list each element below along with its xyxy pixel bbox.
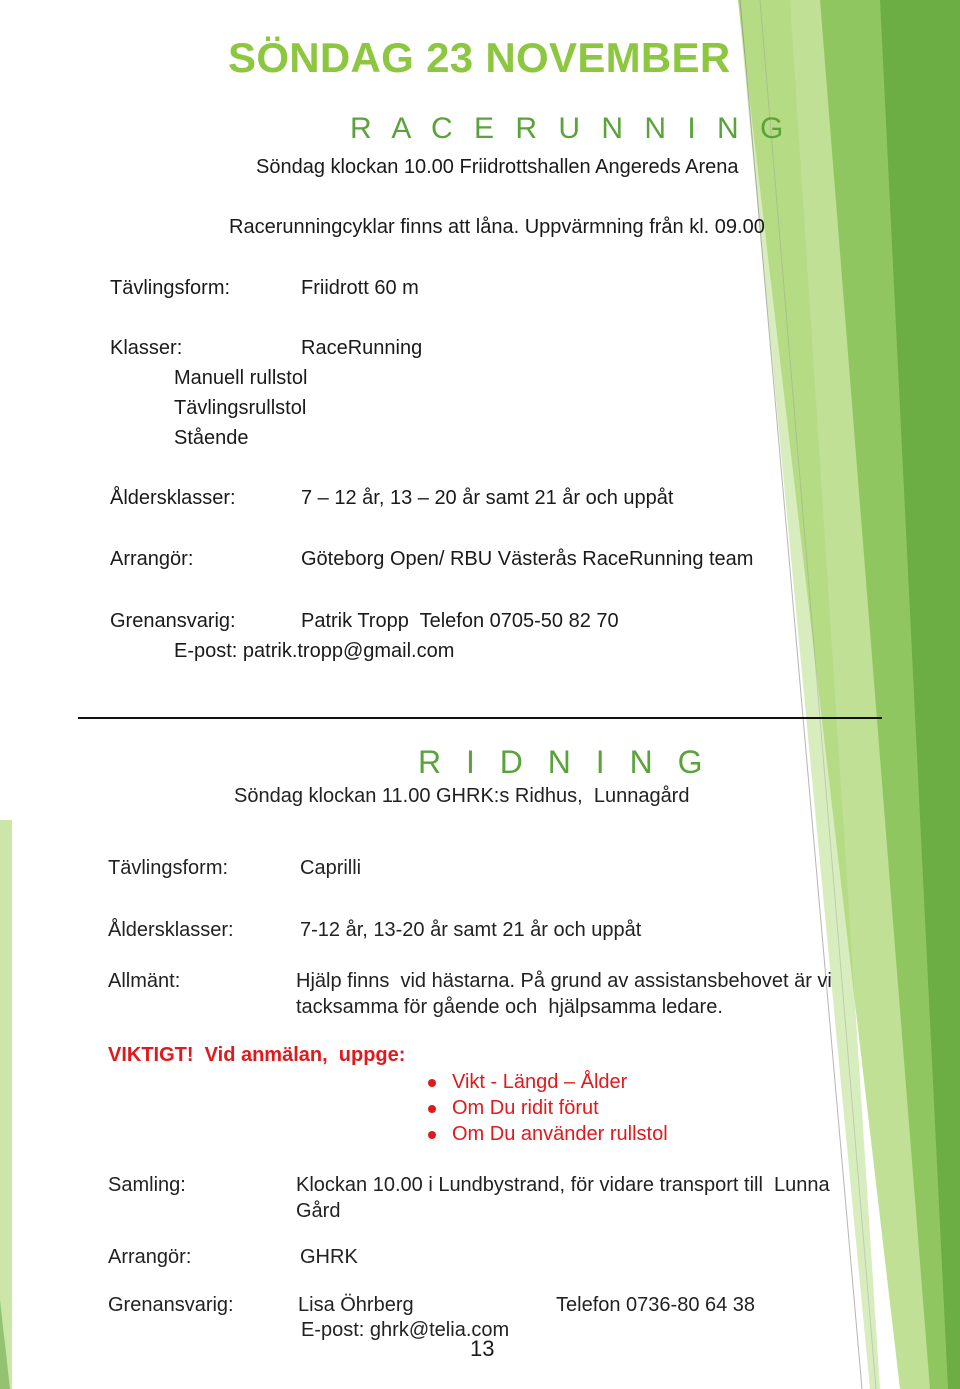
ridning-arrangor-label: Arrangör:: [108, 1246, 192, 1268]
racerunning-grenansvarig-value: Patrik Tropp Telefon 0705-50 82 70: [301, 610, 619, 632]
racerunning-when-where: Söndag klockan 10.00 Friidrottshallen Angereds Arena: [256, 156, 739, 178]
racerunning-aldersklasser-value: 7 – 12 år, 13 – 20 år samt 21 år och uppåt: [301, 487, 674, 509]
racerunning-klasser-label: Klasser:: [110, 337, 183, 359]
ridning-grenansvarig-name: Lisa Öhrberg: [298, 1294, 414, 1316]
ridning-bullet-text: Vikt - Längd – Ålder: [452, 1071, 628, 1093]
racerunning-klass-item: Tävlingsrullstol: [174, 397, 307, 419]
ridning-when-where: Söndag klockan 11.00 GHRK:s Ridhus, Lunnagård: [234, 785, 690, 807]
racerunning-klass-item: Manuell rullstol: [174, 367, 308, 389]
section-divider: [78, 717, 882, 719]
page-number: 13: [470, 1336, 495, 1361]
ridning-aldersklasser-label: Åldersklasser:: [108, 919, 234, 941]
ridning-bullet-item: [428, 1097, 599, 1120]
ridning-bullet-item: [428, 1071, 627, 1094]
racerunning-klass-item: Stående: [174, 427, 249, 449]
page-title: SÖNDAG 23 NOVEMBER: [228, 34, 731, 81]
bullet-icon: [428, 1105, 436, 1113]
ridning-bullet-text: Om Du använder rullstol: [452, 1123, 668, 1145]
ridning-heading: R I D N I N G: [418, 744, 711, 780]
ridning-samling-line1: Klockan 10.00 i Lundbystrand, för vidare transport till Lunna: [296, 1174, 830, 1196]
ridning-bullet-text: Om Du ridit förut: [452, 1097, 599, 1119]
racerunning-arrangor-value: Göteborg Open/ RBU Västerås RaceRunning team: [301, 548, 754, 570]
ridning-bullet-item: [428, 1123, 668, 1146]
ridning-arrangor-value: GHRK: [300, 1246, 358, 1268]
racerunning-tavlingsform-label: Tävlingsform:: [110, 277, 231, 299]
ridning-allmant-label: Allmänt:: [108, 970, 181, 992]
ridning-allmant-line2: tacksamma för gående och hjälpsamma ledare.: [296, 996, 723, 1018]
ridning-viktigt: VIKTIGT! Vid anmälan, uppge:: [108, 1044, 406, 1066]
racerunning-klass-item: RaceRunning: [301, 337, 423, 359]
racerunning-arrangor-label: Arrangör:: [110, 548, 194, 570]
bullet-icon: [428, 1131, 436, 1139]
bullet-icon: [428, 1079, 436, 1087]
racerunning-epost: E-post: patrik.tropp@gmail.com: [174, 640, 455, 662]
ridning-samling-line2: Gård: [296, 1200, 341, 1222]
ridning-samling-label: Samling:: [108, 1174, 186, 1196]
racerunning-note: Racerunningcyklar finns att låna. Uppvärmning från kl. 09.00: [229, 216, 765, 238]
racerunning-tavlingsform-value: Friidrott 60 m: [301, 277, 419, 299]
racerunning-aldersklasser-label: Åldersklasser:: [110, 487, 236, 509]
ridning-tavlingsform-value: Caprilli: [300, 857, 362, 879]
racerunning-grenansvarig-label: Grenansvarig:: [110, 610, 236, 632]
racerunning-heading: R A C E R U N N I N G: [350, 112, 790, 145]
ridning-grenansvarig-label: Grenansvarig:: [108, 1294, 234, 1316]
ridning-allmant-line1: Hjälp finns vid hästarna. På grund av assistansbehovet är vi: [296, 970, 832, 992]
ridning-grenansvarig-phone: Telefon 0736-80 64 38: [556, 1294, 756, 1316]
ridning-tavlingsform-label: Tävlingsform:: [108, 857, 229, 879]
ridning-aldersklasser-value: 7-12 år, 13-20 år samt 21 år och uppåt: [300, 919, 642, 941]
ridning-epost: E-post: ghrk@telia.com: [301, 1319, 510, 1341]
